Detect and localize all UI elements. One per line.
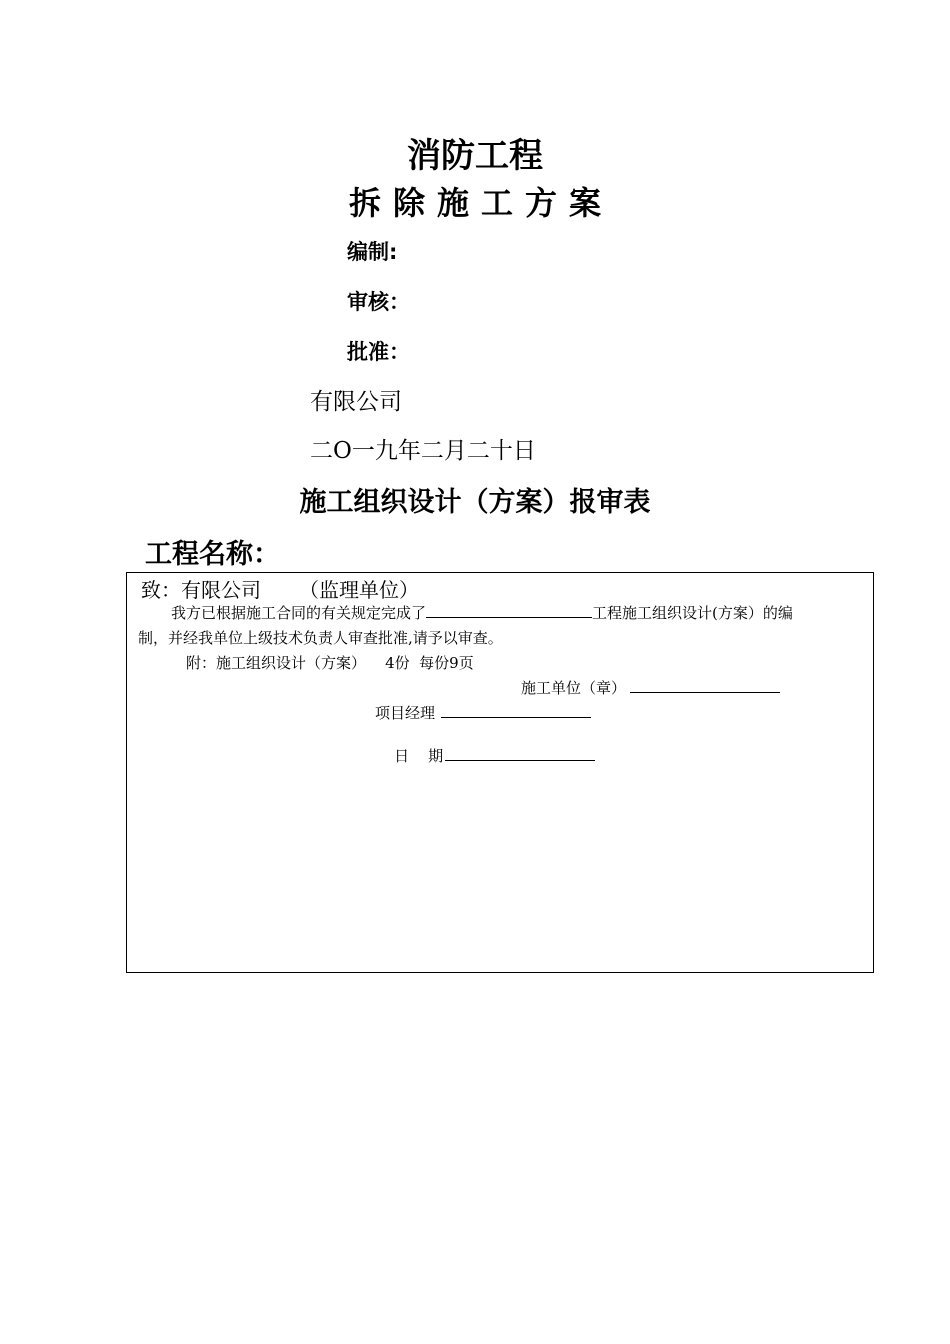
company-name: 有限公司 [310,389,402,415]
document-subtitle: 拆除施工方案 [348,184,613,222]
manager-line [375,702,591,723]
to-prefix: 致： [141,578,181,602]
statement-line-1 [171,602,793,623]
attachment-line: 附：施工组织设计（方案） 4份 每份9页 [186,654,474,672]
date-blank[interactable] [445,746,595,761]
project-name-label: 工程名称： [145,539,280,570]
approved-by-label: 批准： [347,340,410,364]
statement-end: 工程施工组织设计(方案）的编 [592,604,793,622]
contractor-line [521,677,780,698]
submission-form [126,572,874,973]
reviewed-by-label: 审核： [347,290,410,314]
addressee-line [141,574,419,603]
statement-line-2: 制，并经我单位上级技术负责人审查批准,请予以审查。 [138,629,503,647]
date-line [375,727,595,784]
statement-start: 我方已根据施工合同的有关规定完成了 [171,604,427,622]
project-blank[interactable] [426,603,592,618]
document-date: 二O一九年二月二十日 [310,438,536,464]
document-title: 消防工程 [407,136,543,176]
prepared-by-label: 编制: [347,240,398,264]
contractor-label: 施工单位（章） [521,679,627,697]
addressee-company: 有限公司 [181,578,261,602]
form-title: 施工组织设计（方案）报审表 [299,487,651,518]
manager-blank[interactable] [441,703,591,718]
contractor-blank[interactable] [630,678,780,693]
date-label: 日 期 [394,747,444,765]
manager-label: 项目经理 [375,704,436,722]
addressee-role: （监理单位） [299,578,419,602]
